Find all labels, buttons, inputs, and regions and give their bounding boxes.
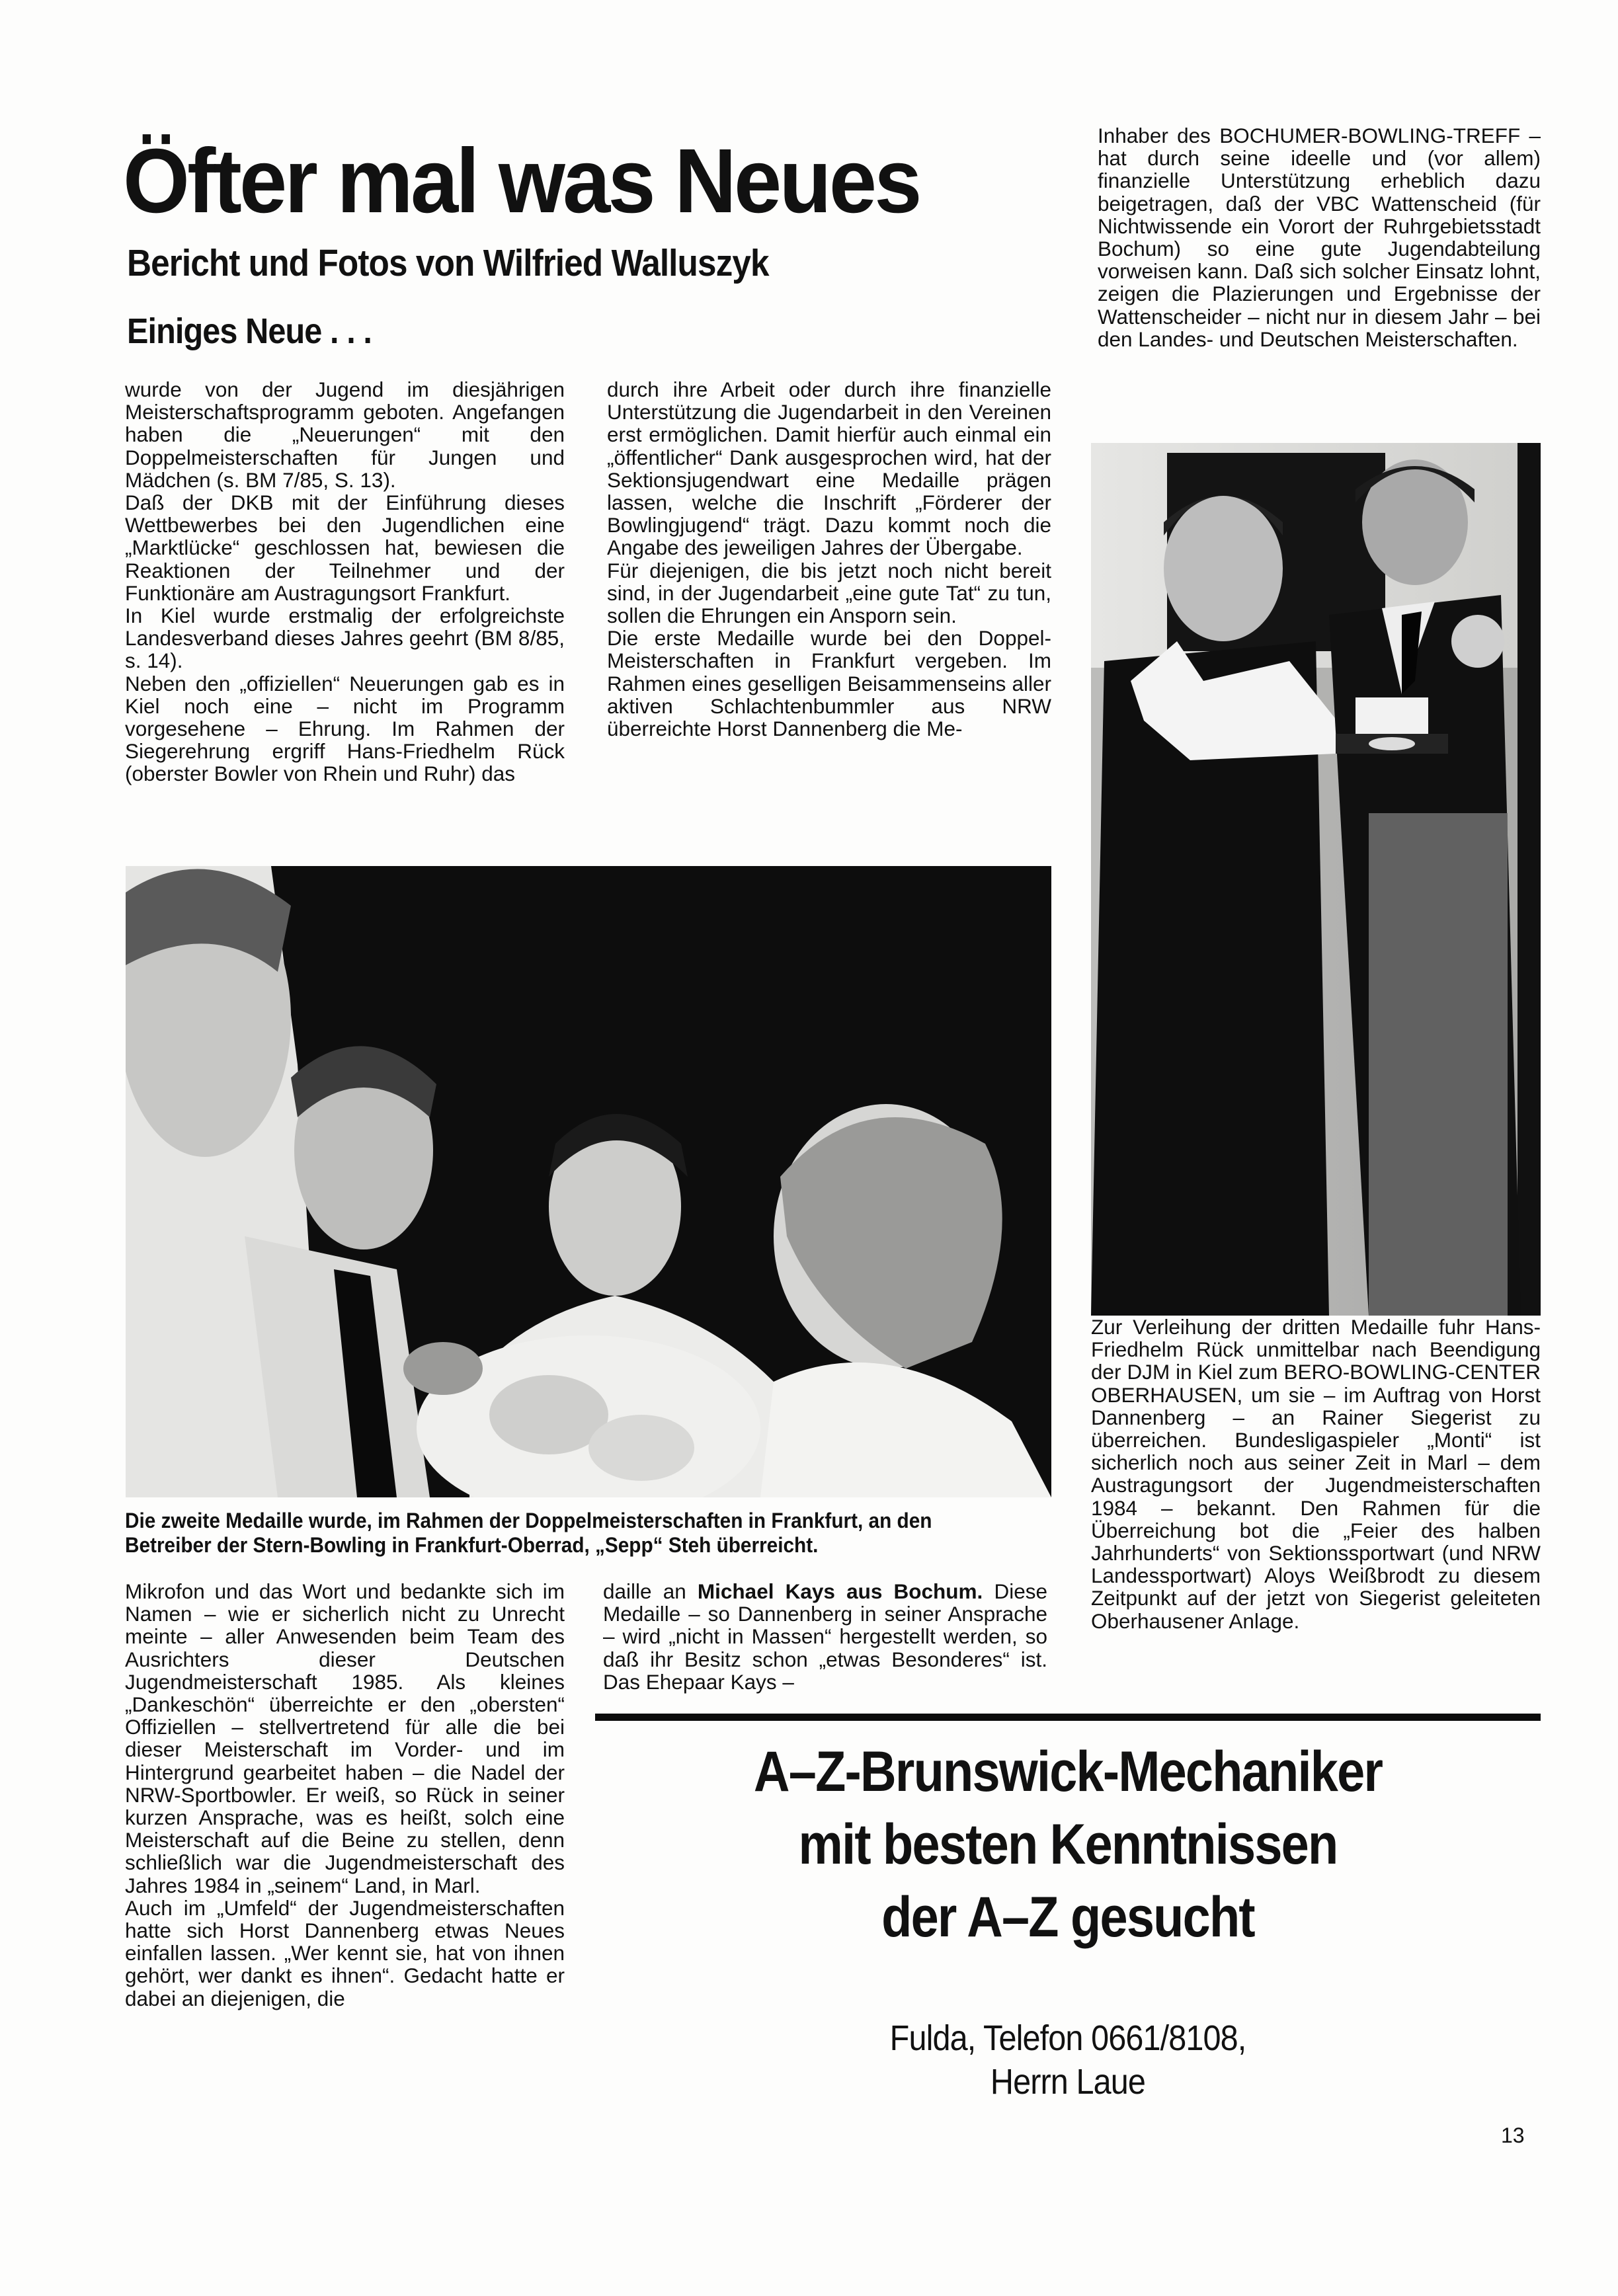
paragraph: Neben den „offiziellen“ Neuerungen gab es in Kiel noch eine – nicht im Programm vorgesehene – Ehrung. Im Rahmen der Siegerehrung ergriff Hans-Friedhelm Rück (oberster Bowler von Rhein und Ruhr) das — [125, 671, 565, 786]
job-advertisement — [595, 1735, 1541, 1954]
column-1-top — [125, 378, 565, 785]
paragraph: durch ihre Arbeit oder durch ihre finanzielle Unterstützung die Jugendarbeit in den Vereinen erst ermöglichen. Damit hierfür auch einmal ein „öffentlicher“ Dank ausgesprochen wird, hat der Sektionsjugendwart eine Medaille prägen lassen, welche die Inschrift „Förderer der Bowlingjugend“ trägt. Dazu kommt noch die Angabe des jeweiligen Jahres der Übergabe. — [607, 377, 1051, 560]
paragraph: Auch im „Umfeld“ der Jugendmeisterschaften hatte sich Horst Dannenberg etwas Neues einfallen lassen. „Wer kennt sie, hat von ihnen gehört, wer dankt es ihnen“. Gedacht hatte er dabei an diejenigen, die — [125, 1895, 565, 2010]
photo-medal-handshake-image — [1091, 443, 1541, 1316]
paragraph: In Kiel wurde erstmalig der erfolgreichste Landesverband dieses Jahres geehrt (BM 8/85, s. 14). — [125, 604, 565, 673]
column-2-top — [607, 378, 1051, 740]
photo-medal-handshake — [1091, 443, 1541, 1316]
highlighted-name: Michael Kays aus Bochum. — [697, 1579, 983, 1603]
photo-second-medal — [126, 866, 1051, 1497]
ad-line: mit besten Kenntnissen — [798, 1813, 1338, 1876]
text-rest: Diese Medaille – so Dannenberg in seiner Ansprache – wird „nicht in Massen“ hergestellt werden, so daß ihr Besitz schon „etwas Besonderes“ ist. Das Ehepaar Kays – — [603, 1579, 1047, 1694]
paragraph: wurde von der Jugend im diesjährigen Meisterschaftsprogramm geboten. Angefangen haben die „Neuerungen“ mit den Doppelmeisterschaften für Jungen und Mädchen (s. BM 7/85, S. 13). — [125, 377, 565, 492]
paragraph: Inhaber des BOCHUMER-BOWLING-TREFF – hat durch seine ideelle und (vor allem) finanzielle Unterstützung erheblich dazu beigetragen, daß der VBC Wattenscheid (für Nichtwissende ein Vorort der Ruhrgebietsstadt Bochum) so eine gute Jugendabteilung vorweisen kann. Daß sich solcher Einsatz lohnt, zeigen die Plazierungen und Ergebnisse der Wattenscheider – nicht nur in diesem Jahr – bei den Landes- und Deutschen Meisterschaften. — [1098, 124, 1541, 351]
column-2-bottom — [603, 1580, 1047, 1693]
column-1-bottom — [125, 1580, 565, 2010]
paragraph: Daß der DKB mit der Einführung dieses Wettbewerbes bei den Jugendlichen eine „Marktlücke“ geschlossen hat, bewiesen die Reaktionen der Teilnehmer und der Funktionäre am Austragungsort Frankfurt. — [125, 491, 565, 605]
contact-line: Fulda, Telefon 0661/8108, — [889, 2018, 1246, 2058]
ad-line: der A–Z gesucht — [881, 1885, 1254, 1949]
photo-second-medal-image — [126, 866, 1051, 1497]
paragraph — [603, 1580, 1047, 1693]
paragraph: Zur Verleihung der dritten Medaille fuhr Hans-Friedhelm Rück unmittelbar nach Beendigung der DJM in Kiel zum BERO-BOWLING-CENTER OBERHAUSEN, um sie – im Auftrag von Horst Dannenberg – an Rainer Siegerist zu überreichen. Bundesligaspieler „Monti“ ist sicherlich noch aus seiner Zeit in Marl – dem Austragungsort der Jugendmeisterschaften 1984 – bekannt. Den Rahmen für die Überreichung bot die „Feier des halben Jahrhunderts“ von Sektionssportwart (und NRW Landessportwart) Aloys Weißbrodt zu diesem Zeitpunkt auf der jetzt von Siegerist geleiteten Oberhausener Anlage. — [1091, 1315, 1541, 1633]
ad-line: A–Z-Brunswick-Mechaniker — [753, 1740, 1383, 1803]
paragraph: Mikrofon und das Wort und bedankte sich im Namen – wie er sicherlich nicht zu Unrecht meinte – aller Anwesenden beim Team des Ausrichters dieser Deutschen Jugendmeisterschaft 1985. Als kleines „Dankeschön“ überreichte er den „obersten“ Offiziellen – stellvertretend für alle die bei dieser Meisterschaft im Vorder- und im Hintergrund gearbeitet haben – die Nadel der NRW-Sportbowler. Er weiß, so Rück in seiner kurzen Ansprache, was es heißt, solch eine Meisterschaft auf die Beine zu stellen, denn schließlich war die Jugendmeisterschaft des Jahres 1984 in „seinem“ Land, in Marl. — [125, 1579, 565, 1897]
text-lead: daille an — [603, 1579, 686, 1603]
photo-caption: Die zweite Medaille wurde, im Rahmen der Doppelmeisterschaften in Frankfurt, an den Betreiber der Stern-Bowling in Frankfurt-Oberrad, „Sepp“ Steh überreicht. — [125, 1509, 932, 1557]
paragraph: Für diejenigen, die bis jetzt noch nicht bereit sind, in der Jugendarbeit „eine gute Tat“ zu tun, sollen die Ehrungen ein Ansporn sein. — [607, 558, 1051, 628]
ad-separator-rule — [595, 1714, 1541, 1721]
column-3-bottom — [1091, 1316, 1541, 1632]
paragraph: Die erste Medaille wurde bei den Doppel-Meisterschaften in Frankfurt vergeben. Im Rahmen eines geselligen Beisammenseins aller aktiven Schlachtenbummler aus NRW überreichte Horst Dannenberg die Me- — [607, 626, 1051, 741]
article-subheading: Einiges Neue . . . — [127, 311, 372, 351]
article-headline: Öfter mal was Neues — [123, 130, 920, 232]
contact-line: Herrn Laue — [990, 2062, 1146, 2102]
ad-contact — [595, 2016, 1541, 2104]
column-3-top — [1098, 124, 1541, 350]
page-number: 13 — [1501, 2123, 1525, 2147]
article-byline: Bericht und Fotos von Wilfried Walluszyk — [127, 242, 769, 284]
